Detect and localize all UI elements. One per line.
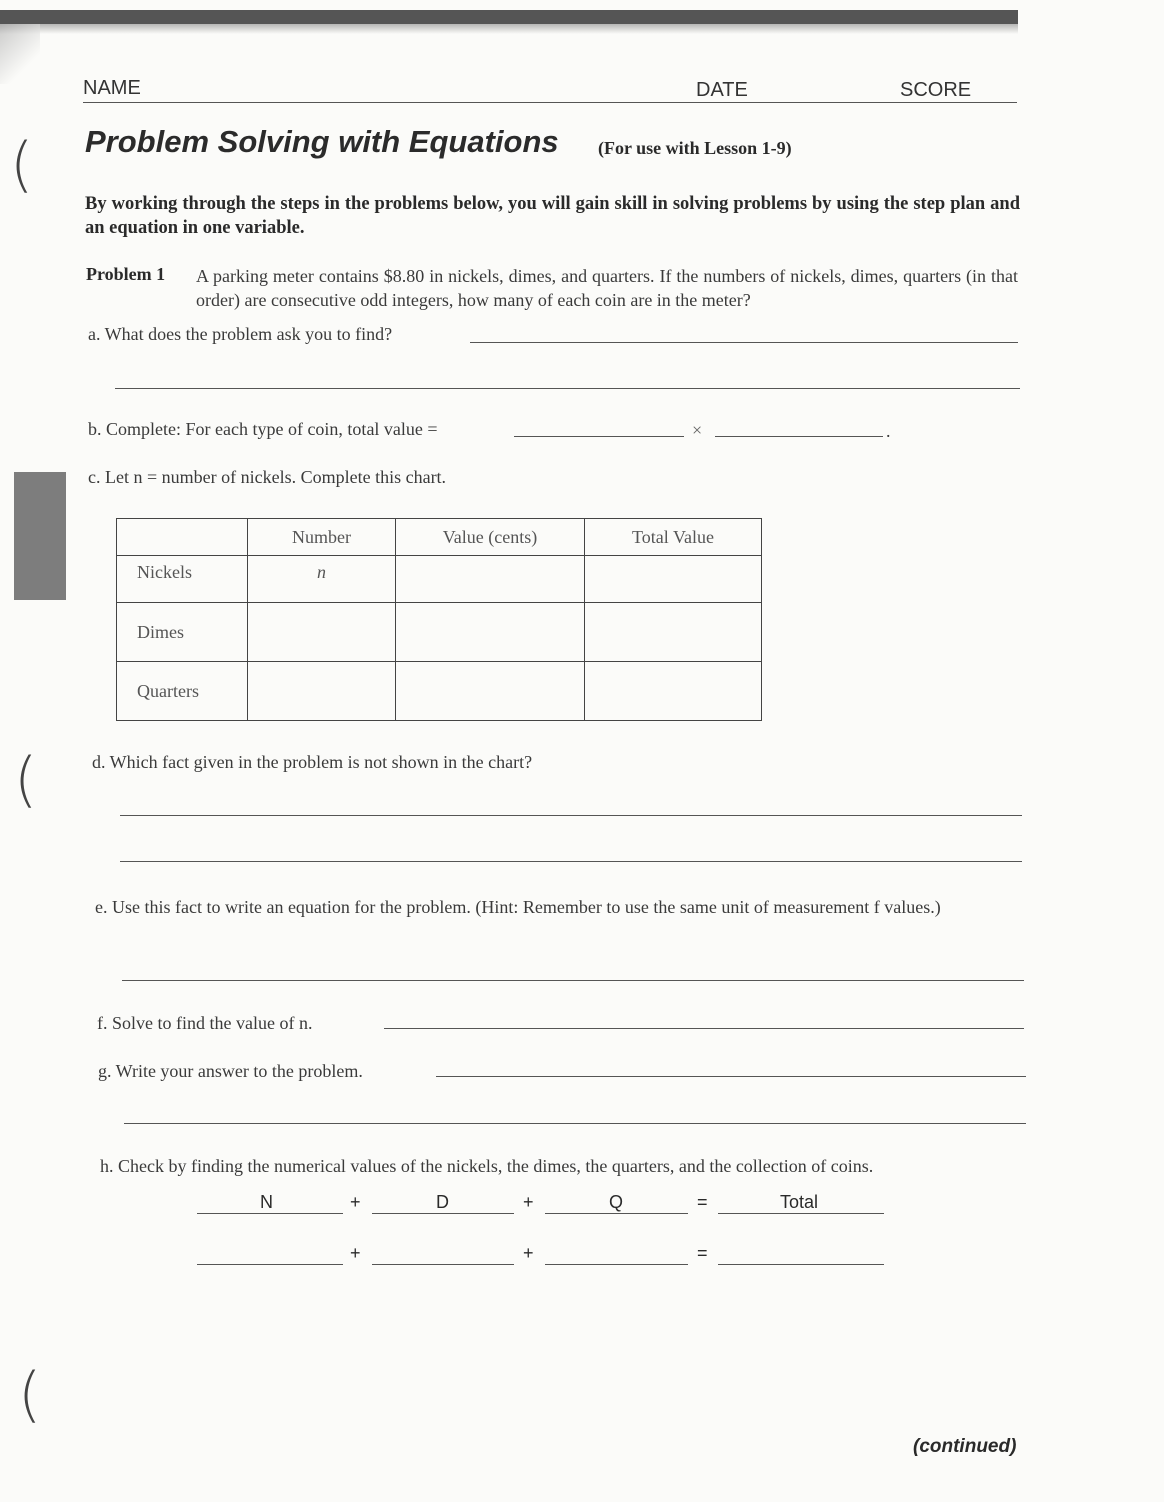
- problem-text: A parking meter contains $8.80 in nickels, dimes, and quarters. If the numbers of nickels, dimes, quarters (in that order) are consecutive odd integers, how many of each coin are in the meter?: [196, 266, 1018, 310]
- chart-header-number: Number: [248, 519, 396, 556]
- problem-label: Problem 1: [86, 264, 166, 284]
- check-line-q-label: [545, 1213, 688, 1214]
- binder-tab: [14, 472, 66, 600]
- chart-header-value: Value (cents): [396, 519, 585, 556]
- answer-line-g2[interactable]: [124, 1123, 1026, 1124]
- check-plus-3: +: [350, 1243, 361, 1263]
- intro-text: By working through the steps in the problems below, you will gain skill in solving problems by using the step plan and an equation in one variable.: [85, 194, 1020, 238]
- step-e: e. Use this fact to write an equation for the problem. (Hint: Remember to use the same unit of measurement f values.): [95, 897, 941, 917]
- check-equals-2: =: [697, 1243, 708, 1263]
- binder-ring-bottom: (: [18, 1360, 42, 1430]
- answer-line-g1[interactable]: [436, 1076, 1026, 1077]
- answer-line-f[interactable]: [384, 1028, 1024, 1029]
- answer-line-a1[interactable]: [470, 342, 1018, 343]
- answer-line-e[interactable]: [122, 980, 1024, 981]
- times-sign: ×: [692, 420, 703, 440]
- cell-nickels-number[interactable]: n: [248, 556, 396, 603]
- check-label-n: N: [260, 1192, 273, 1212]
- chart-row-nickels: [117, 556, 762, 603]
- check-label-total: Total: [780, 1192, 819, 1212]
- header-rule: [83, 102, 1017, 103]
- check-line-n-label: [197, 1213, 343, 1214]
- cell-quarters-value[interactable]: [396, 662, 585, 721]
- name-label: NAME: [83, 77, 141, 99]
- binder-ring-middle: (: [14, 745, 38, 815]
- check-answer-d[interactable]: [372, 1264, 514, 1265]
- scan-top-shadow: [0, 24, 1018, 34]
- cell-quarters-number[interactable]: [248, 662, 396, 721]
- check-equals-1: =: [697, 1192, 708, 1212]
- step-h: h. Check by finding the numerical values of the nickels, the dimes, the quarters, and the collection of coins.: [100, 1156, 874, 1176]
- check-label-q: Q: [609, 1192, 624, 1212]
- scan-corner-smudge: [0, 24, 40, 84]
- cell-nickels-total[interactable]: [585, 556, 762, 603]
- check-plus-4: +: [523, 1243, 534, 1263]
- binder-ring-top: (: [10, 130, 34, 200]
- step-f: f. Solve to find the value of n.: [97, 1013, 313, 1033]
- cell-dimes-number[interactable]: [248, 603, 396, 662]
- row-label-nickels: Nickels: [117, 556, 248, 603]
- step-b: b. Complete: For each type of coin, total value =: [88, 419, 438, 439]
- check-answer-n[interactable]: [197, 1264, 343, 1265]
- row-label-quarters: Quarters: [117, 662, 248, 721]
- chart-header-blank: [117, 519, 248, 556]
- score-label: SCORE: [900, 79, 972, 101]
- step-d: d. Which fact given in the problem is not shown in the chart?: [92, 752, 533, 772]
- chart-header-total: Total Value: [585, 519, 762, 556]
- check-answer-q[interactable]: [545, 1264, 688, 1265]
- answer-line-a2[interactable]: [115, 388, 1020, 389]
- chart-row-quarters: [117, 662, 762, 721]
- answer-line-d1[interactable]: [120, 815, 1022, 816]
- step-g: g. Write your answer to the problem.: [98, 1061, 363, 1081]
- check-answer-total[interactable]: [718, 1264, 884, 1265]
- chart-header-row: [117, 519, 762, 556]
- cell-quarters-total[interactable]: [585, 662, 762, 721]
- step-c: c. Let n = number of nickels. Complete this chart.: [88, 467, 447, 487]
- check-plus-2: +: [523, 1192, 534, 1212]
- step-a: a. What does the problem ask you to find?: [88, 324, 393, 344]
- date-label: DATE: [696, 79, 748, 101]
- cell-dimes-value[interactable]: [396, 603, 585, 662]
- answer-line-b1[interactable]: [514, 436, 684, 437]
- cell-dimes-total[interactable]: [585, 603, 762, 662]
- check-label-d: D: [436, 1192, 449, 1212]
- cell-nickels-value[interactable]: [396, 556, 585, 603]
- answer-line-b2[interactable]: [715, 436, 883, 437]
- row-label-dimes: Dimes: [117, 603, 248, 662]
- check-plus-1: +: [350, 1192, 361, 1212]
- continued-note: (continued): [913, 1436, 1017, 1457]
- check-line-total-label: [718, 1213, 884, 1214]
- scan-top-border: [0, 10, 1018, 24]
- page-subtitle: (For use with Lesson 1-9): [598, 138, 792, 158]
- step-b-period: .: [886, 421, 891, 441]
- coin-chart: [116, 518, 762, 721]
- page-title: Problem Solving with Equations: [85, 124, 559, 159]
- check-line-d-label: [372, 1213, 514, 1214]
- answer-line-d2[interactable]: [120, 861, 1022, 862]
- chart-row-dimes: [117, 603, 762, 662]
